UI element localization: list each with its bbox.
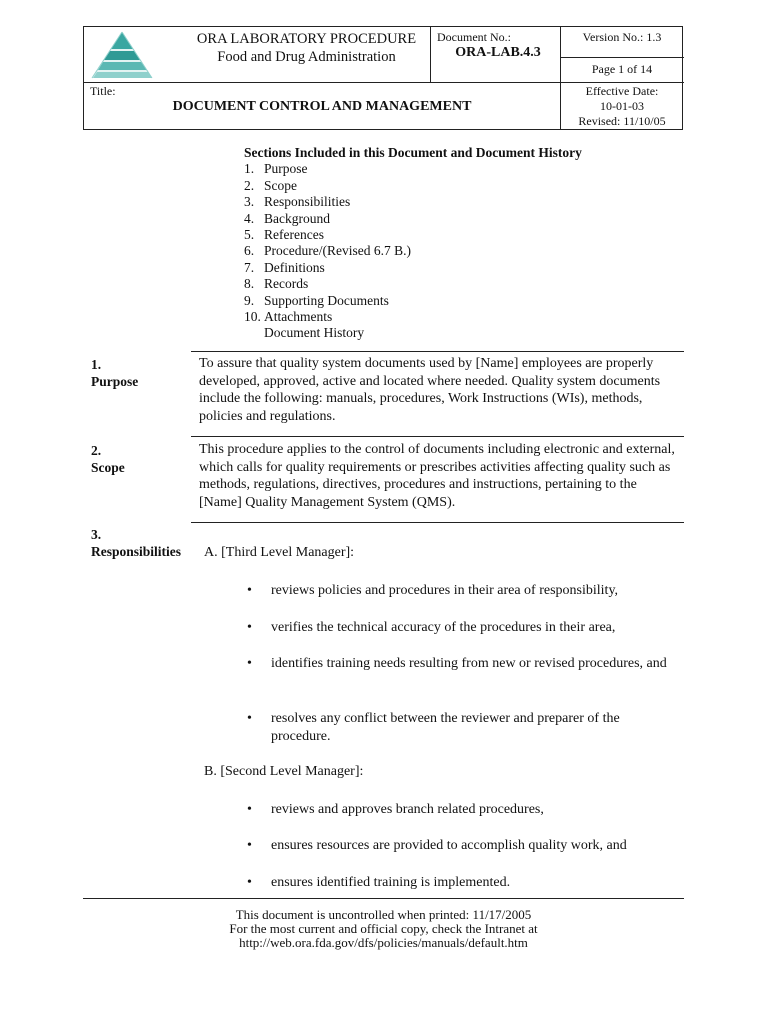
toc-item [244,260,582,276]
list-item-text: verifies the technical accuracy of the procedures in their area, [271,620,616,635]
divider [84,82,684,83]
toc-item-number: 1. [244,161,255,177]
document-header [83,26,683,130]
list-item-text: ensures resources are provided to accomplish quality work, and [271,838,627,853]
toc-item-label: Background [264,210,330,226]
toc-item [244,325,582,341]
toc-item [244,178,582,194]
toc-item-label: Supporting Documents [264,292,389,308]
toc-item-number: 8. [244,276,255,292]
toc-item-number: 3. [244,194,255,210]
toc-item-number: 6. [244,243,255,259]
toc-item [244,227,582,243]
effective-date-label: Effective Date: [585,84,659,98]
list-item [244,655,674,673]
section-number: 1. [91,357,102,372]
toc-item-number: 9. [244,292,255,308]
toc-item-label: Scope [264,177,297,193]
toc-item-label: References [264,227,324,243]
toc-item [244,243,582,259]
list-item [244,874,674,892]
section-title: Purpose [91,374,139,389]
section-number: 3. [91,527,102,542]
page-number: Page 1 of 14 [591,62,653,76]
toc-item-label: Procedure/(Revised 6.7 B.) [264,243,411,259]
effective-date-block [560,84,684,129]
page-footer [83,908,684,950]
toc-item-label: Attachments [264,309,333,325]
toc-item [244,194,582,210]
revised-date: Revised: 11/10/05 [578,114,666,128]
list-item-text: reviews policies and procedures in their area of responsibility, [271,583,619,598]
lab-title-line2: Food and Drug Administration [217,49,396,65]
bullet-icon: • [247,838,252,853]
version-number: Version No.: 1.3 [582,30,662,44]
purpose-text: To assure that quality system documents used by [Name] employees are properly developed, approved, active and located where needed. Quality system documents include the following: manuals, procedures, Work Instructions (WIs), methods, policies and regulations. [199,356,661,424]
section-title: Responsibilities [91,544,182,559]
list-item-text: resolves any conflict between the reviewer and preparer of the procedure. [271,711,620,744]
toc-item [244,161,582,177]
bullet-icon: • [247,875,252,890]
list-item-text: identifies training needs resulting from new or revised procedures, and [271,656,667,671]
divider [430,27,431,82]
lab-procedure-title [180,30,433,66]
toc-item-number: 5. [244,227,255,243]
document-title: DOCUMENT CONTROL AND MANAGEMENT [172,99,472,114]
third-level-manager-heading: A. [Third Level Manager]: [204,545,355,560]
scope-text: This procedure applies to the control of documents including electronic and external, which calls for quality requirements or prescribes activities affecting quality such as methods, regulations, directives, procedures and instructions, pertaining to the [Name] Quality Management System (QMS). [199,442,675,510]
second-level-manager-heading: B. [Second Level Manager]: [204,764,364,779]
list-item [244,801,674,819]
toc-item-label: Records [264,276,309,292]
bullet-icon: • [247,620,252,635]
bullet-icon: • [247,711,252,726]
footer-divider [83,898,684,899]
list-item [244,582,674,600]
footer-line2: For the most current and official copy, check the Intranet at [229,921,538,936]
effective-date: 10-01-03 [600,99,644,113]
toc-item [244,276,582,292]
list-item-text: reviews and approves branch related procedures, [271,802,544,817]
bullet-icon: • [247,656,252,671]
section-number: 2. [91,443,102,458]
title-label: Title: [90,84,116,98]
section-heading-purpose [91,356,138,390]
section-divider [191,436,684,437]
table-of-contents [244,145,582,342]
toc-item [244,211,582,227]
toc-item-number: 10. [244,309,261,325]
toc-heading: Sections Included in this Document and Document History [244,145,582,160]
footer-url: http://web.ora.fda.gov/dfs/policies/manuals/default.htm [239,935,528,950]
toc-item-label: Definitions [264,259,325,275]
toc-history-label: Document History [264,325,365,341]
toc-item-number: 4. [244,210,255,226]
section-title: Scope [91,460,125,475]
lab-title-line1: ORA LABORATORY PROCEDURE [196,31,417,47]
list-item [244,710,674,746]
section-divider [191,522,684,523]
toc-item-label: Purpose [264,161,308,177]
toc-item-number: 7. [244,259,255,275]
section-heading-scope [91,442,125,476]
pyramid-logo-icon [90,30,154,80]
toc-item [244,309,582,325]
divider [560,57,684,58]
bullet-icon: • [247,802,252,817]
document-number: ORA-LAB.4.3 [455,45,541,60]
bullet-icon: • [247,583,252,598]
toc-item-number: 2. [244,177,255,193]
list-item [244,619,674,637]
toc-item [244,293,582,309]
section-divider [191,351,684,352]
footer-line1: This document is uncontrolled when printed: 11/17/2005 [235,907,532,922]
toc-item-label: Responsibilities [264,194,351,210]
section-heading-responsibilities [91,526,181,560]
list-item [244,837,674,855]
document-number-label: Document No.: [437,30,511,44]
list-item-text: ensures identified training is implemented. [271,875,511,890]
